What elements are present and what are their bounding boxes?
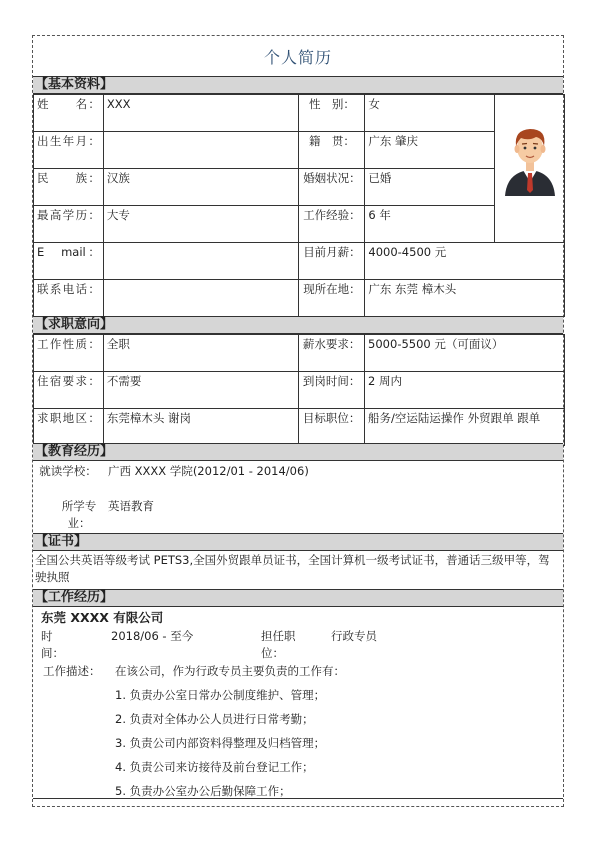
- page-title: 个人简历: [263, 48, 332, 67]
- bottom-rule: [33, 798, 563, 799]
- email-value: [103, 243, 299, 280]
- work-duty-item: 1. 负责办公室日常办公制度维护、管理；: [115, 688, 326, 702]
- expect-salary-value: 5000-5500 元（可面议）: [365, 335, 565, 372]
- work-desc-label: 工作描述：: [43, 664, 101, 678]
- basic-info-table: [33, 94, 565, 317]
- work-duty-item: 2. 负责对全体办公人员进行日常考勤；: [115, 712, 314, 726]
- job-type-value: 全职: [103, 335, 298, 372]
- experience-label: 工作经验：: [299, 206, 365, 243]
- major-value: 英语教育: [108, 499, 154, 513]
- phone-value: [103, 280, 299, 317]
- section-work-header: 【工作经历】: [33, 589, 563, 607]
- major-label: 所学专业：: [61, 499, 97, 530]
- work-time-value: 2018/06 - 至今: [111, 629, 194, 643]
- target-position-label: 目标职位：: [299, 409, 365, 446]
- name-value: XXX: [103, 95, 299, 132]
- resume-page: [32, 35, 564, 807]
- salary-value: 4000-4500 元: [365, 243, 565, 280]
- work-company: 东莞 XXXX 有限公司: [41, 610, 164, 625]
- expect-salary-label: 薪水要求：: [299, 335, 365, 372]
- experience-value: 6 年: [365, 206, 495, 243]
- phone-label: 联系电话：: [34, 280, 104, 317]
- section-education-header: 【教育经历】: [33, 443, 563, 461]
- housing-label: 住宿要求：: [34, 372, 104, 409]
- salary-label: 目前月薪：: [299, 243, 365, 280]
- section-basic-header: 【基本资料】: [33, 76, 563, 94]
- target-position-value: 船务/空运陆运操作 外贸跟单 跟单: [365, 409, 565, 446]
- intent-table: [33, 334, 565, 446]
- housing-value: 不需要: [103, 372, 298, 409]
- address-label: 现所在地：: [299, 280, 365, 317]
- work-duty-item: 5. 负责办公室办公后勤保障工作；: [115, 784, 291, 798]
- work-job-label: 担任职位：: [261, 629, 296, 660]
- ethnic-label: 民 族：: [34, 169, 104, 206]
- arrival-label: 到岗时间：: [299, 372, 365, 409]
- work-desc-intro: 在该公司，作为行政专员主要负责的工作有：: [115, 664, 345, 678]
- section-certificate-header: 【证书】: [33, 533, 563, 551]
- avatar: [501, 116, 559, 196]
- work-time-label: 时 间：: [41, 629, 64, 660]
- arrival-value: 2 周内: [365, 372, 565, 409]
- birth-value: [103, 132, 299, 169]
- section-intent-header: 【求职意向】: [33, 316, 563, 334]
- certificate-text: 全国公共英语等级考试 PETS3,全国外贸跟单员证书，全国计算机一级考试证书，普通话三级甲等，驾驶执照: [35, 553, 550, 584]
- birth-label: 出生年月：: [34, 132, 104, 169]
- work-job-value: 行政专员: [331, 629, 377, 643]
- area-value: 东莞樟木头 谢岗: [103, 409, 298, 446]
- native-value: 广东 肇庆: [365, 132, 495, 169]
- gender-label: 性 别：: [299, 95, 365, 132]
- marital-value: 已婚: [365, 169, 495, 206]
- work-duty-item: 3. 负责公司内部资料得整理及归档管理；: [115, 736, 326, 750]
- gender-value: 女: [365, 95, 495, 132]
- address-value: 广东 东莞 樟木头: [365, 280, 565, 317]
- school-value: 广西 XXXX 学院(2012/01 - 2014/06): [108, 464, 309, 478]
- degree-value: 大专: [103, 206, 299, 243]
- name-label: 姓 名：: [34, 95, 104, 132]
- ethnic-value: 汉族: [103, 169, 299, 206]
- job-type-label: 工作性质：: [34, 335, 104, 372]
- school-label: 就读学校：: [39, 464, 97, 478]
- work-duty-item: 4. 负责公司来访接待及前台登记工作；: [115, 760, 314, 774]
- area-label: 求职地区：: [34, 409, 104, 446]
- native-label: 籍 贯：: [299, 132, 365, 169]
- degree-label: 最高学历：: [34, 206, 104, 243]
- marital-label: 婚姻状况：: [299, 169, 365, 206]
- email-label: E mail：: [34, 243, 104, 280]
